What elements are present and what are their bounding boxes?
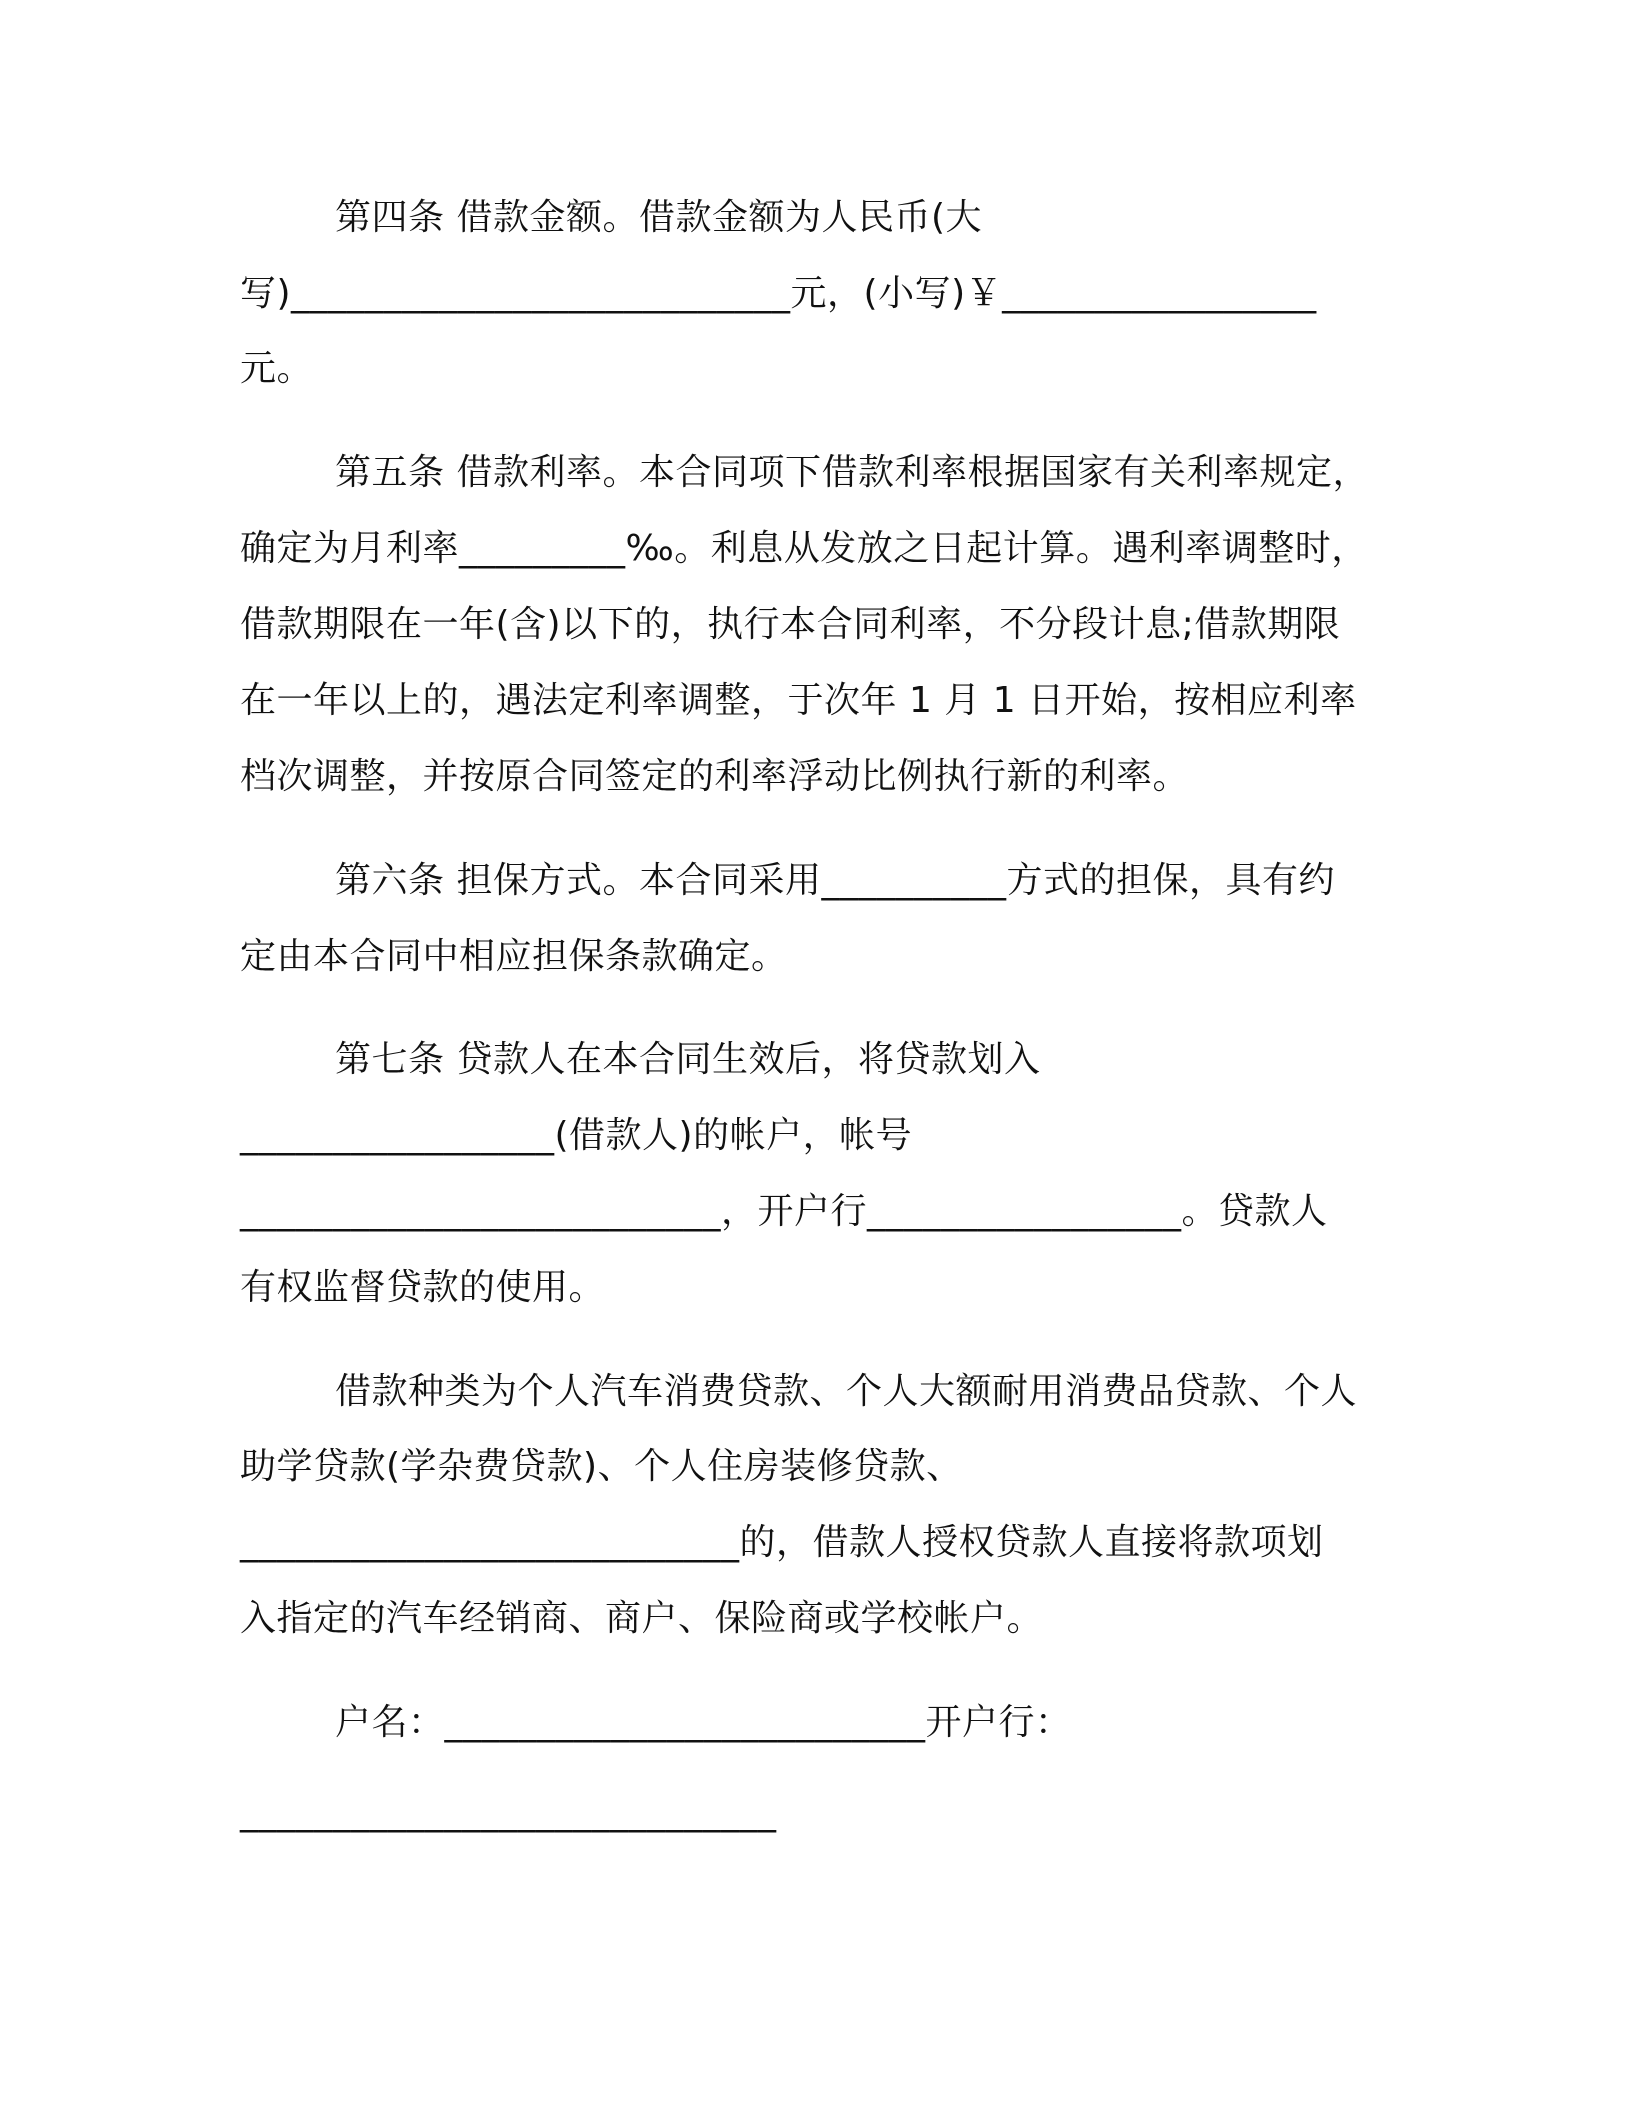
article-4-line-3: 元。	[240, 348, 314, 389]
article-5-line-2: 确定为月利率_________‰。利息从发放之日起计算。遇利率调整时，	[240, 528, 1368, 569]
article-7-line-2: _________________(借款人)的帐户，帐号	[240, 1115, 913, 1156]
account-line-2: _____________________________	[240, 1792, 777, 1833]
article-5-line-3: 借款期限在一年(含)以下的，执行本合同利率，不分段计息;借款期限	[240, 604, 1341, 645]
article-7-line-1: 第七条 贷款人在本合同生效后，将贷款划入	[335, 1039, 1041, 1080]
article-5-line-1: 第五条 借款利率。本合同项下借款利率根据国家有关利率规定，	[335, 452, 1369, 493]
article-6-line-1: 第六条 担保方式。本合同采用__________方式的担保，具有约	[335, 860, 1335, 901]
article-7-line-4: 有权监督贷款的使用。	[240, 1267, 606, 1308]
article-4-line-2: 写)___________________________元，(小写)￥_________________	[240, 273, 1317, 314]
article-5-line-5: 档次调整，并按原合同签定的利率浮动比例执行新的利率。	[240, 756, 1190, 797]
article-5-line-4: 在一年以上的，遇法定利率调整，于次年 1 月 1 日开始，按相应利率	[240, 680, 1357, 721]
account-line-1: 户名：__________________________开户行：	[335, 1702, 1072, 1743]
loan-types-line-1: 借款种类为个人汽车消费贷款、个人大额耐用消费品贷款、个人	[335, 1371, 1358, 1412]
article-4-line-1: 第四条 借款金额。借款金额为人民币(大	[335, 197, 982, 238]
loan-types-line-4: 入指定的汽车经销商、商户、保险商或学校帐户。	[240, 1598, 1044, 1639]
article-6-line-2: 定由本合同中相应担保条款确定。	[240, 936, 788, 977]
loan-types-line-3: ___________________________的，借款人授权贷款人直接将款项划	[240, 1522, 1324, 1563]
loan-types-line-2: 助学贷款(学杂费贷款)、个人住房装修贷款、	[240, 1446, 963, 1487]
article-7-line-3: __________________________，开户行_________________。贷款人	[240, 1191, 1328, 1232]
